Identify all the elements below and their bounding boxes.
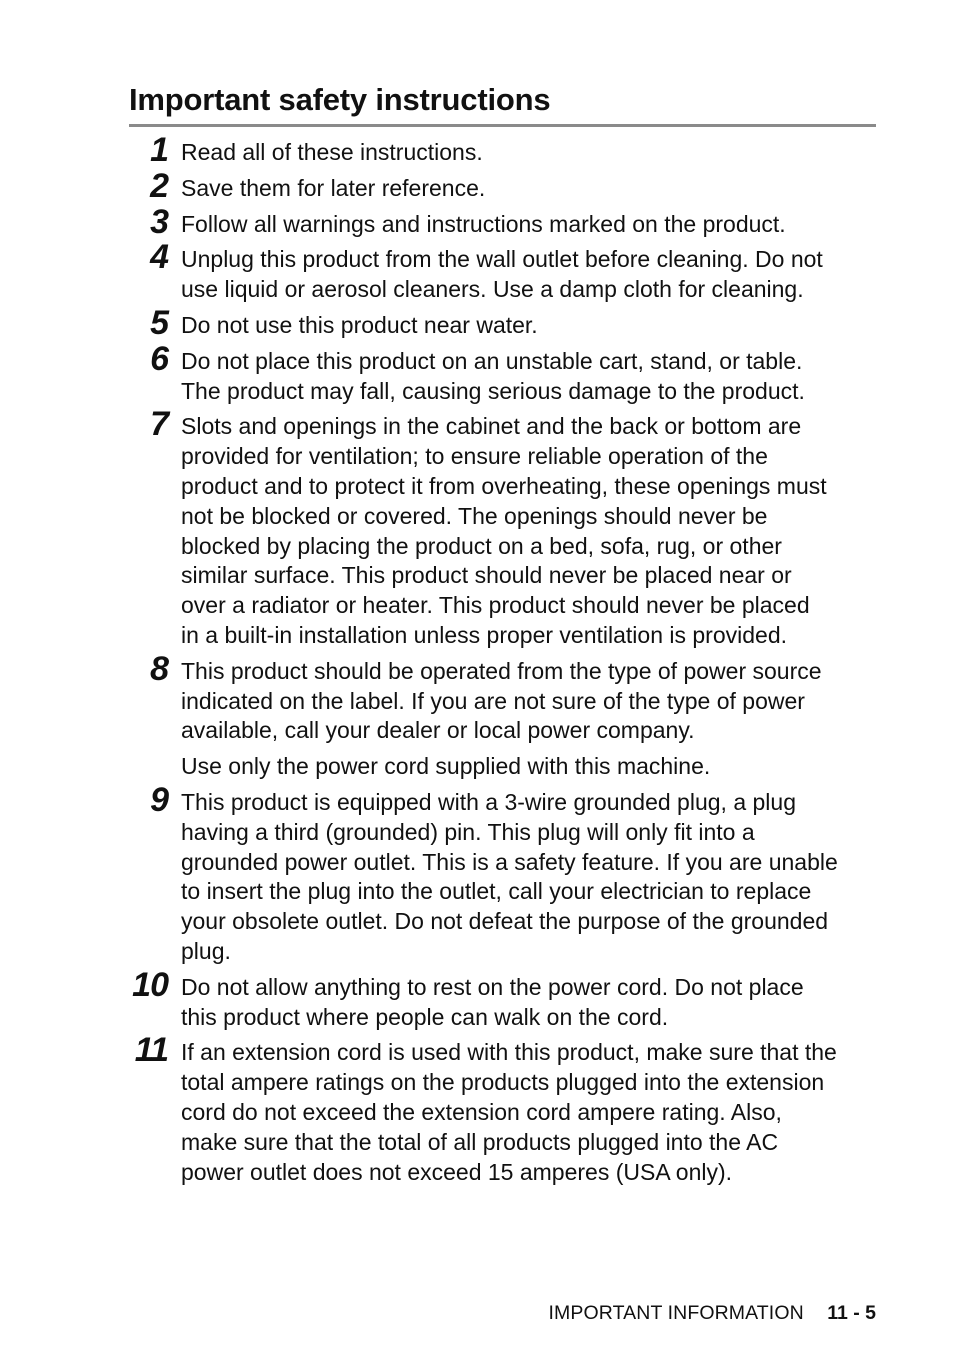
step-number: 3 (150, 202, 168, 241)
instruction-step (0, 166, 954, 205)
instruction-step (0, 649, 954, 782)
instruction-step (0, 131, 954, 169)
step-text: This product is equipped with a 3-wire grounded plug, a plug having a third (grounded) pin. This plug will only fit into a grounded power outlet. This is a safety feature. If you are unable to insert the plug into the outlet, call your electrician to replace your obsolete outlet. Do not defeat the purpose of the grounded plug. (181, 788, 838, 964)
step-text: Slots and openings in the cabinet and the back or bottom are provided for ventilation; to ensure reliable operation of the product and to protect it from overheating, these openings must not be blocked or covered. The openings should never be blocked by placing the product on a bed, sofa, rug, or other similar surface. This product should never be placed near or over a radiator or heater. This product should never be placed in a built-in installation unless proper ventilation is provided. (181, 413, 827, 648)
footer-section-label: IMPORTANT INFORMATION (548, 1302, 804, 1324)
step-number: 4 (150, 238, 168, 277)
step-text: Do not place this product on an unstable cart, stand, or table. The product may fall, causing serious damage to the product. (181, 347, 805, 404)
step-number: 1 (150, 131, 168, 169)
step-text: This product should be operated from the type of power source indicated on the label. If you are not sure of the type of power available, call your dealer or local power company. (181, 657, 822, 744)
title-divider (129, 124, 876, 127)
step-text: Unplug this product from the wall outlet before cleaning. Do not use liquid or aerosol cleaners. Use a damp cloth for cleaning. (181, 246, 823, 303)
step-text: If an extension cord is used with this product, make sure that the total ampere ratings on the products plugged into the extension cord do not exceed the extension cord ampere rating. Also, make sure that the total of all products plugged into the AC power outlet does not exceed 15 amperes (USA only). (181, 1039, 837, 1185)
instruction-step (0, 303, 954, 342)
step-number: 5 (150, 303, 168, 342)
instruction-list (0, 131, 954, 1193)
step-number: 11 (134, 1031, 168, 1070)
step-text: Follow all warnings and instructions marked on the product. (181, 210, 786, 237)
step-number: 6 (150, 339, 168, 378)
instruction-step (0, 405, 954, 650)
step-number: 2 (150, 166, 168, 205)
instruction-step (0, 238, 954, 305)
step-text: Do not allow anything to rest on the power cord. Do not place this product where people can walk on the cord. (181, 973, 804, 1030)
step-number: 10 (132, 965, 168, 1004)
instruction-step (0, 339, 954, 407)
step-number: 8 (150, 649, 168, 688)
instruction-step (0, 965, 954, 1033)
step-text: Save them for later reference. (181, 174, 486, 201)
instruction-step (0, 1031, 954, 1187)
step-number: 9 (150, 780, 168, 819)
step-number: 7 (150, 405, 168, 444)
instruction-step (0, 780, 954, 967)
step-text: Use only the power cord supplied with this machine. (181, 753, 711, 780)
page-footer (549, 1300, 876, 1326)
step-text: Read all of these instructions. (181, 139, 483, 165)
step-text: Do not use this product near water. (181, 311, 538, 338)
page-title: Important safety instructions (129, 82, 551, 117)
footer-page-number: 11 - 5 (827, 1302, 876, 1324)
instruction-step (0, 202, 954, 241)
